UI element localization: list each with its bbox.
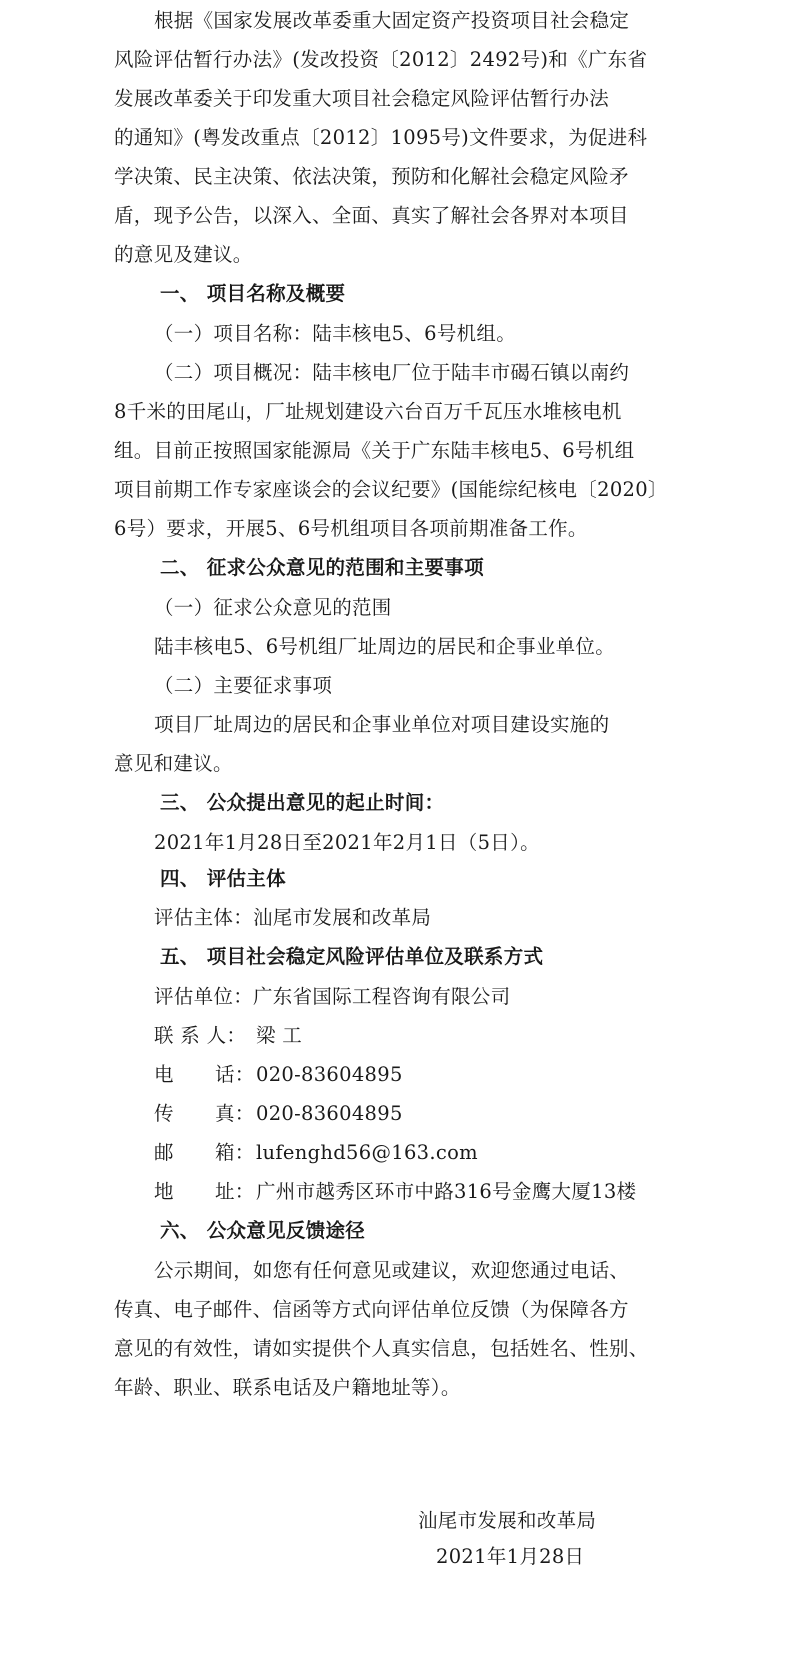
project-name-line: （一）项目名称：陆丰核电5、6号机组。: [154, 322, 517, 345]
overview-line-3: 组。目前正按照国家能源局《关于广东陆丰核电5、6号机组: [114, 439, 635, 462]
matters-text-line-1: 项目厂址周边的居民和企事业单位对项目建设实施的: [154, 713, 610, 736]
section-1-heading: 一、 项目名称及概要: [160, 282, 346, 305]
intro-line-4: 的通知》(粤发改重点〔2012〕1095号)文件要求，为促进科: [114, 126, 648, 149]
phone-label-a: 电: [154, 1063, 174, 1086]
address-value: 广州市越秀区环市中路316号金鹰大厦13楼: [256, 1180, 637, 1203]
intro-line-7: 的意见及建议。: [114, 243, 253, 266]
feedback-line-4: 年龄、职业、联系电话及户籍地址等）。: [114, 1376, 461, 1399]
fax-label-b: 真：: [215, 1102, 255, 1125]
fax-value: 020-83604895: [256, 1102, 403, 1125]
assessor-text: 评估主体：汕尾市发展和改革局: [154, 906, 432, 929]
matters-text-line-2: 意见和建议。: [114, 752, 233, 775]
assessment-unit: 评估单位：广东省国际工程咨询有限公司: [154, 985, 511, 1008]
intro-line-1: 根据《国家发展改革委重大固定资产投资项目社会稳定: [154, 9, 630, 32]
feedback-line-1: 公示期间，如您有任何意见或建议，欢迎您通过电话、: [154, 1259, 630, 1282]
feedback-line-2: 传真、电子邮件、信函等方式向评估单位反馈（为保障各方: [114, 1298, 629, 1321]
scope-text: 陆丰核电5、6号机组厂址周边的居民和企事业单位。: [154, 635, 616, 658]
period-text: 2021年1月28日至2021年2月1日（5日）。: [154, 831, 540, 854]
intro-line-3: 发展改革委关于印发重大项目社会稳定风险评估暂行办法: [114, 87, 610, 110]
overview-line-5: 6号）要求，开展5、6号机组项目各项前期准备工作。: [114, 517, 588, 540]
email-value: lufenghd56@163.com: [256, 1141, 478, 1164]
signature-org: 汕尾市发展和改革局: [418, 1509, 597, 1532]
section-2-heading: 二、 征求公众意见的范围和主要事项: [160, 556, 484, 579]
scope-heading: （一）征求公众意见的范围: [154, 596, 392, 619]
contact-value: 梁 工: [256, 1024, 303, 1047]
section-5-heading: 五、 项目社会稳定风险评估单位及联系方式: [160, 945, 544, 968]
phone-label-b: 话：: [215, 1063, 255, 1086]
overview-line-4: 项目前期工作专家座谈会的会议纪要》(国能综纪核电〔2020〕: [114, 478, 668, 501]
address-label-a: 地: [154, 1180, 174, 1203]
feedback-line-3: 意见的有效性，请如实提供个人真实信息，包括姓名、性别、: [114, 1337, 649, 1360]
fax-label-a: 传: [154, 1102, 174, 1125]
section-4-heading: 四、 评估主体: [160, 867, 286, 890]
overview-line-2: 8千米的田尾山，厂址规划建设六台百万千瓦压水堆核电机: [114, 400, 622, 423]
section-6-heading: 六、 公众意见反馈途径: [160, 1219, 366, 1242]
intro-line-6: 盾，现予公告，以深入、全面、真实了解社会各界对本项目: [114, 204, 629, 227]
signature-date: 2021年1月28日: [436, 1545, 585, 1568]
overview-line-1: （二）项目概况：陆丰核电厂位于陆丰市碣石镇以南约: [154, 361, 630, 384]
email-label-a: 邮: [154, 1141, 174, 1164]
section-3-heading: 三、 公众提出意见的起止时间：: [160, 791, 445, 814]
contact-label: 联 系 人：: [154, 1024, 247, 1047]
intro-line-2: 风险评估暂行办法》(发改投资〔2012〕2492号)和《广东省: [114, 48, 648, 71]
intro-line-5: 学决策、民主决策、依法决策，预防和化解社会稳定风险矛: [114, 165, 629, 188]
matters-heading: （二）主要征求事项: [154, 674, 333, 697]
email-label-b: 箱：: [215, 1141, 255, 1164]
phone-value: 020-83604895: [256, 1063, 403, 1086]
address-label-b: 址：: [215, 1180, 255, 1203]
